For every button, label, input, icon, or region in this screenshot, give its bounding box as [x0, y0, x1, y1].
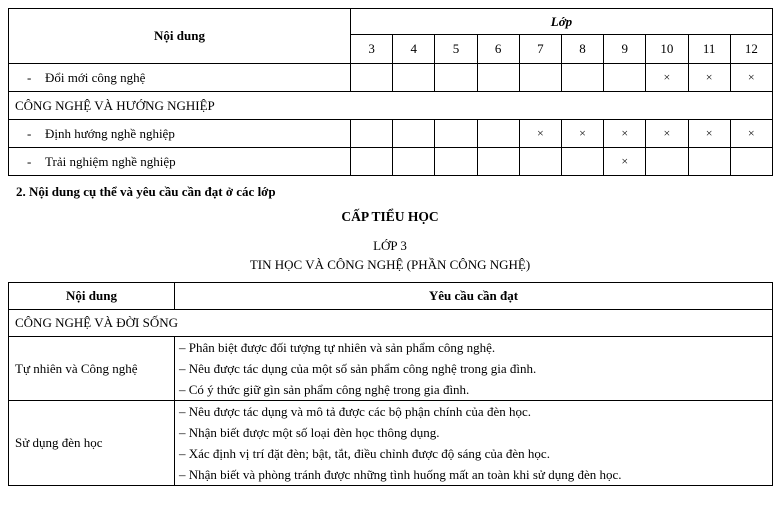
grade-label: 11: [688, 35, 730, 64]
grade-mark: ×: [730, 120, 772, 148]
grade-label: 7: [519, 35, 561, 64]
section-label: CÔNG NGHỆ VÀ ĐỜI SỐNG: [9, 310, 773, 337]
requirement-item: – Xác định vị trí đặt đèn; bật, tắt, điều chỉnh được độ sáng của đèn học.: [179, 446, 550, 461]
subject-title: TIN HỌC VÀ CÔNG NGHỆ (PHẦN CÔNG NGHỆ): [249, 257, 531, 272]
requirement-item: – Có ý thức giữ gìn sản phẩm công nghệ trong gia đình.: [179, 382, 470, 397]
grade-label: 8: [561, 35, 603, 64]
requirement-item: – Nhận biết và phòng tránh được những tình huống mất an toàn khi sử dụng đèn học.: [179, 467, 622, 482]
grade-mark: ×: [604, 120, 646, 148]
class-title: LỚP 3: [373, 238, 407, 253]
grade-mark: [435, 64, 477, 92]
grade-mark: [435, 120, 477, 148]
table-row: [9, 401, 773, 486]
requirement-item: – Nêu được tác dụng của một số sản phẩm công nghệ trong gia đình.: [179, 361, 537, 376]
grade-mark: [477, 64, 519, 92]
grade-mark: ×: [646, 64, 688, 92]
requirement-item: – Nhận biết được một số loại đèn học thông dụng.: [179, 425, 440, 440]
section-label: CÔNG NGHỆ VÀ HƯỚNG NGHIỆP: [9, 92, 773, 120]
grade-mark: [730, 148, 772, 176]
grade-mark: [351, 120, 393, 148]
grade-label: 12: [730, 35, 772, 64]
requirement-item: – Phân biệt được đối tượng tự nhiên và sản phẩm công nghệ.: [179, 340, 496, 355]
table-row: [9, 337, 773, 401]
grade-mark: ×: [646, 120, 688, 148]
level-title: CẤP TIỂU HỌC: [341, 209, 439, 224]
grade-label: 9: [604, 35, 646, 64]
requirements-cell: [175, 337, 773, 401]
grade-mark: [519, 148, 561, 176]
content-header: Nội dung: [9, 9, 351, 64]
row-label: - Trải nghiệm nghề nghiệp: [9, 148, 351, 176]
content-header: Nội dung: [9, 283, 175, 310]
requirements-cell: [175, 401, 773, 486]
grade-label: 3: [351, 35, 393, 64]
requirements-table: [8, 282, 773, 486]
grade-mark: [435, 148, 477, 176]
grade-coverage-table: [8, 8, 773, 176]
grade-mark: [519, 64, 561, 92]
grade-mark: [393, 148, 435, 176]
grade-mark: ×: [688, 120, 730, 148]
grade-header: Lớp: [351, 9, 773, 35]
requirement-item: – Nêu được tác dụng và mô tả được các bộ phận chính của đèn học.: [179, 404, 531, 419]
section-row: [9, 310, 773, 337]
grade-mark: [688, 148, 730, 176]
grade-mark: [393, 120, 435, 148]
grade-label: 10: [646, 35, 688, 64]
grade-mark: ×: [561, 120, 603, 148]
grade-mark: [477, 148, 519, 176]
table-row: [9, 120, 773, 148]
grade-mark: [351, 64, 393, 92]
grade-mark: ×: [519, 120, 561, 148]
section-note: 2. Nội dung cụ thể và yêu cầu cần đạt ở các lớp: [16, 184, 276, 199]
grade-mark: ×: [604, 148, 646, 176]
row-label: - Định hướng nghề nghiệp: [9, 120, 351, 148]
grade-mark: [646, 148, 688, 176]
grade-label: 4: [393, 35, 435, 64]
content-label: Sử dụng đèn học: [9, 401, 175, 486]
grade-mark: ×: [688, 64, 730, 92]
grade-mark: ×: [730, 64, 772, 92]
table-row: [9, 64, 773, 92]
table-row: [9, 148, 773, 176]
grade-mark: [477, 120, 519, 148]
grade-mark: [561, 64, 603, 92]
grade-mark: [561, 148, 603, 176]
grade-label: 5: [435, 35, 477, 64]
requirements-header: Yêu cầu cần đạt: [175, 283, 773, 310]
row-label: - Đổi mới công nghệ: [9, 64, 351, 92]
grade-mark: [351, 148, 393, 176]
grade-mark: [393, 64, 435, 92]
section-row: [9, 92, 773, 120]
grade-mark: [604, 64, 646, 92]
grade-label: 6: [477, 35, 519, 64]
content-label: Tự nhiên và Công nghệ: [9, 337, 175, 401]
